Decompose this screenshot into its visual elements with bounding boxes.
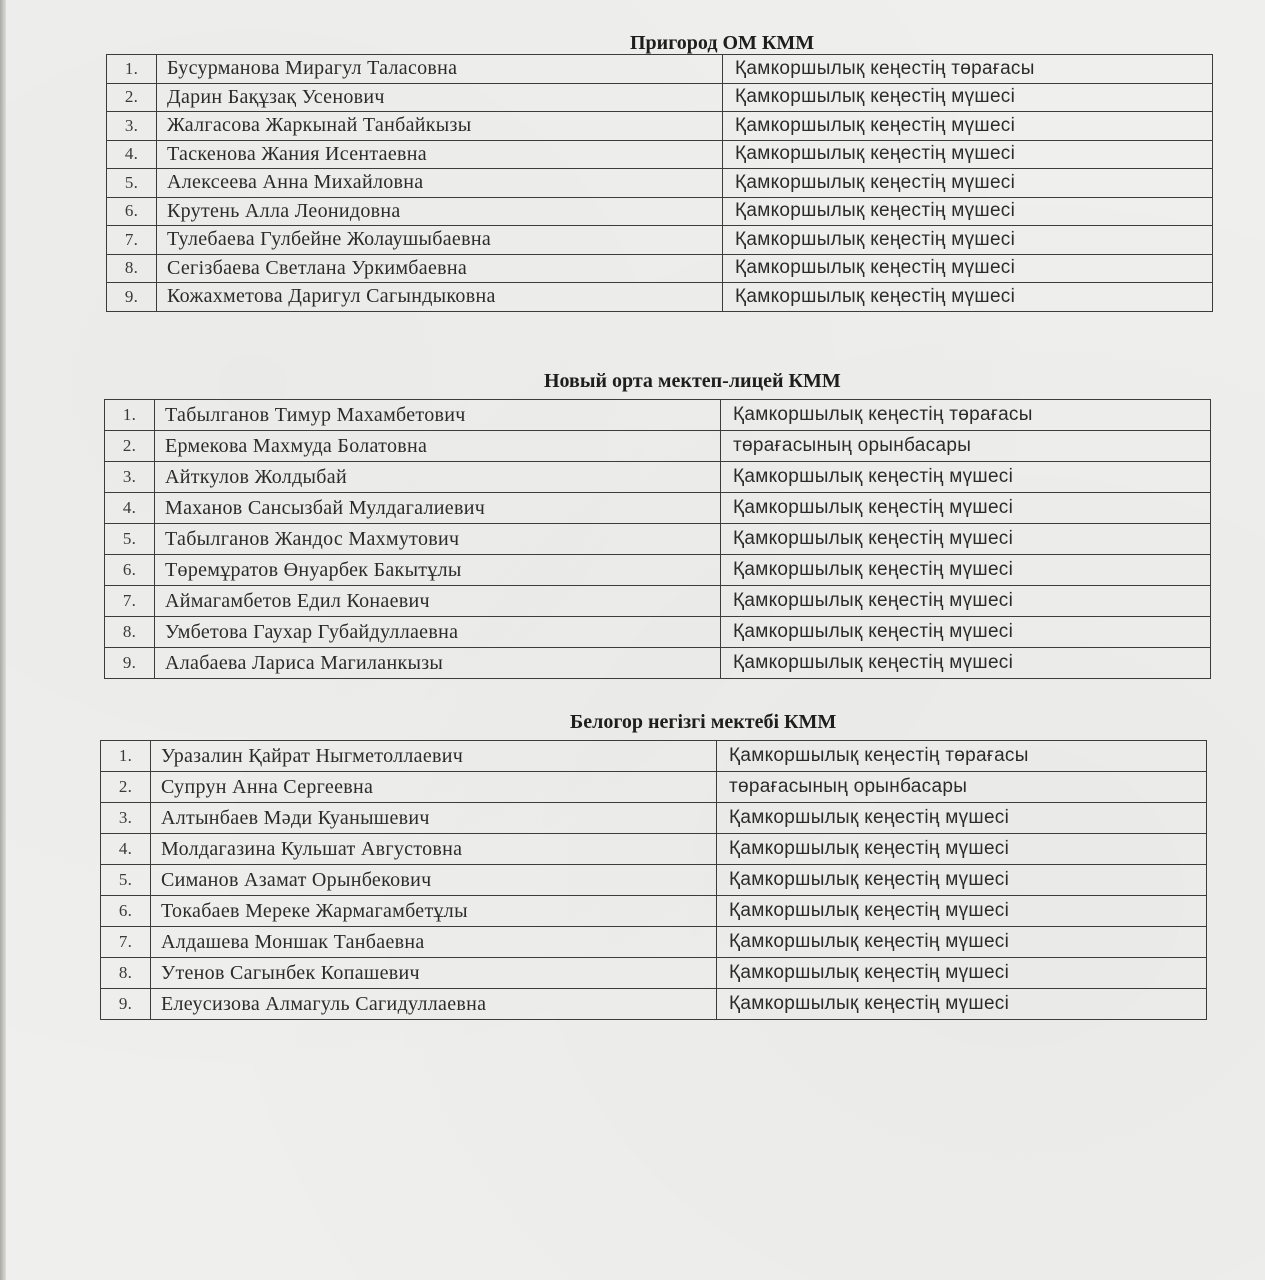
member-name: Молдагазина Кульшат Августовна bbox=[151, 834, 717, 865]
row-number: 3. bbox=[101, 803, 151, 834]
member-role: төрағасының орынбасары bbox=[721, 431, 1211, 462]
table-row bbox=[105, 617, 1211, 648]
member-role: Қамкоршылық кеңестің мүшесі bbox=[721, 462, 1211, 493]
member-name: Кожахметова Даригул Сагындыковна bbox=[157, 283, 723, 312]
row-number: 2. bbox=[107, 83, 157, 112]
member-name: Табылганов Тимур Махамбетович bbox=[155, 400, 721, 431]
member-role: Қамкоршылық кеңестің мүшесі bbox=[717, 927, 1207, 958]
row-number: 9. bbox=[101, 989, 151, 1020]
member-role: Қамкоршылық кеңестің мүшесі bbox=[717, 803, 1207, 834]
member-name: Сегізбаева Светлана Уркимбаевна bbox=[157, 254, 723, 283]
members-table bbox=[104, 399, 1211, 679]
member-name: Жалгасова Жаркынай Танбайкызы bbox=[157, 112, 723, 141]
row-number: 3. bbox=[107, 112, 157, 141]
row-number: 5. bbox=[105, 524, 155, 555]
section-title: Белогор негізгі мектебі КММ bbox=[570, 711, 837, 733]
table-row bbox=[101, 741, 1207, 772]
member-name: Супрун Анна Сергеевна bbox=[151, 772, 717, 803]
member-role: Қамкоршылық кеңестің мүшесі bbox=[723, 197, 1213, 226]
member-role: Қамкоршылық кеңестің мүшесі bbox=[717, 834, 1207, 865]
table-row bbox=[105, 524, 1211, 555]
row-number: 8. bbox=[105, 617, 155, 648]
member-name: Дарин Бақұзақ Усенович bbox=[157, 83, 723, 112]
table-row bbox=[107, 226, 1213, 255]
member-role: Қамкоршылық кеңестің мүшесі bbox=[723, 83, 1213, 112]
member-name: Айткулов Жолдыбай bbox=[155, 462, 721, 493]
member-name: Алабаева Лариса Магиланкызы bbox=[155, 648, 721, 679]
row-number: 5. bbox=[101, 865, 151, 896]
table-row bbox=[107, 169, 1213, 198]
row-number: 3. bbox=[105, 462, 155, 493]
table-row bbox=[105, 400, 1211, 431]
member-role: төрағасының орынбасары bbox=[717, 772, 1207, 803]
member-role: Қамкоршылық кеңестің мүшесі bbox=[721, 648, 1211, 679]
row-number: 7. bbox=[107, 226, 157, 255]
table-row bbox=[101, 896, 1207, 927]
row-number: 1. bbox=[101, 741, 151, 772]
row-number: 4. bbox=[107, 140, 157, 169]
row-number: 9. bbox=[105, 648, 155, 679]
member-role: Қамкоршылық кеңестің төрағасы bbox=[721, 400, 1211, 431]
row-number: 2. bbox=[105, 431, 155, 462]
row-number: 1. bbox=[107, 55, 157, 84]
member-role: Қамкоршылық кеңестің мүшесі bbox=[721, 617, 1211, 648]
row-number: 6. bbox=[101, 896, 151, 927]
member-role: Қамкоршылық кеңестің мүшесі bbox=[721, 493, 1211, 524]
table-row bbox=[101, 927, 1207, 958]
table-row bbox=[107, 254, 1213, 283]
section-title: Пригород ОМ КММ bbox=[630, 32, 815, 54]
member-role: Қамкоршылық кеңестің төрағасы bbox=[717, 741, 1207, 772]
table-row bbox=[107, 283, 1213, 312]
table-row bbox=[101, 958, 1207, 989]
member-role: Қамкоршылық кеңестің мүшесі bbox=[723, 226, 1213, 255]
member-name: Утенов Сагынбек Копашевич bbox=[151, 958, 717, 989]
table-row bbox=[105, 462, 1211, 493]
member-name: Елеусизова Алмагуль Сагидуллаевна bbox=[151, 989, 717, 1020]
member-name: Аймагамбетов Едил Конаевич bbox=[155, 586, 721, 617]
member-name: Алдашева Моншак Танбаевна bbox=[151, 927, 717, 958]
row-number: 6. bbox=[105, 555, 155, 586]
table-row bbox=[101, 834, 1207, 865]
section-title: Новый орта мектеп-лицей КММ bbox=[544, 370, 841, 392]
row-number: 4. bbox=[105, 493, 155, 524]
row-number: 2. bbox=[101, 772, 151, 803]
row-number: 1. bbox=[105, 400, 155, 431]
table-row bbox=[105, 493, 1211, 524]
member-name: Токабаев Мереке Жармагамбетұлы bbox=[151, 896, 717, 927]
members-table bbox=[106, 54, 1213, 312]
member-role: Қамкоршылық кеңестің мүшесі bbox=[723, 254, 1213, 283]
table-row bbox=[101, 989, 1207, 1020]
member-role: Қамкоршылық кеңестің мүшесі bbox=[723, 140, 1213, 169]
member-role: Қамкоршылық кеңестің мүшесі bbox=[721, 555, 1211, 586]
member-name: Тулебаева Гулбейне Жолаушыбаевна bbox=[157, 226, 723, 255]
member-name: Уразалин Қайрат Ныгметоллаевич bbox=[151, 741, 717, 772]
row-number: 6. bbox=[107, 197, 157, 226]
member-name: Таскенова Жания Исентаевна bbox=[157, 140, 723, 169]
member-role: Қамкоршылық кеңестің мүшесі bbox=[717, 989, 1207, 1020]
member-role: Қамкоршылық кеңестің мүшесі bbox=[723, 169, 1213, 198]
table-row bbox=[105, 555, 1211, 586]
member-role: Қамкоршылық кеңестің мүшесі bbox=[717, 865, 1207, 896]
table-row bbox=[105, 648, 1211, 679]
row-number: 8. bbox=[101, 958, 151, 989]
member-role: Қамкоршылық кеңестің мүшесі bbox=[721, 524, 1211, 555]
member-name: Алексеева Анна Михайловна bbox=[157, 169, 723, 198]
member-name: Маханов Сансызбай Мулдагалиевич bbox=[155, 493, 721, 524]
table-row bbox=[105, 586, 1211, 617]
member-role: Қамкоршылық кеңестің мүшесі bbox=[723, 112, 1213, 141]
table-row bbox=[101, 803, 1207, 834]
member-name: Алтынбаев Мәди Куанышевич bbox=[151, 803, 717, 834]
table-row bbox=[107, 140, 1213, 169]
member-name: Бусурманова Мирагул Таласовна bbox=[157, 55, 723, 84]
member-name: Умбетова Гаухар Губайдуллаевна bbox=[155, 617, 721, 648]
row-number: 7. bbox=[101, 927, 151, 958]
member-name: Ермекова Махмуда Болатовна bbox=[155, 431, 721, 462]
table-row bbox=[101, 772, 1207, 803]
row-number: 4. bbox=[101, 834, 151, 865]
table-row bbox=[107, 55, 1213, 84]
table-row bbox=[105, 431, 1211, 462]
row-number: 5. bbox=[107, 169, 157, 198]
member-role: Қамкоршылық кеңестің мүшесі bbox=[723, 283, 1213, 312]
member-role: Қамкоршылық кеңестің төрағасы bbox=[723, 55, 1213, 84]
row-number: 9. bbox=[107, 283, 157, 312]
member-role: Қамкоршылық кеңестің мүшесі bbox=[717, 896, 1207, 927]
table-row bbox=[101, 865, 1207, 896]
member-name: Төремұратов Өнуарбек Бакытұлы bbox=[155, 555, 721, 586]
page-edge-shadow bbox=[0, 0, 6, 1280]
member-name: Табылганов Жандос Махмутович bbox=[155, 524, 721, 555]
member-name: Крутень Алла Леонидовна bbox=[157, 197, 723, 226]
member-role: Қамкоршылық кеңестің мүшесі bbox=[717, 958, 1207, 989]
row-number: 7. bbox=[105, 586, 155, 617]
table-row bbox=[107, 112, 1213, 141]
member-role: Қамкоршылық кеңестің мүшесі bbox=[721, 586, 1211, 617]
member-name: Симанов Азамат Орынбекович bbox=[151, 865, 717, 896]
table-row bbox=[107, 83, 1213, 112]
row-number: 8. bbox=[107, 254, 157, 283]
members-table bbox=[100, 740, 1207, 1020]
table-row bbox=[107, 197, 1213, 226]
